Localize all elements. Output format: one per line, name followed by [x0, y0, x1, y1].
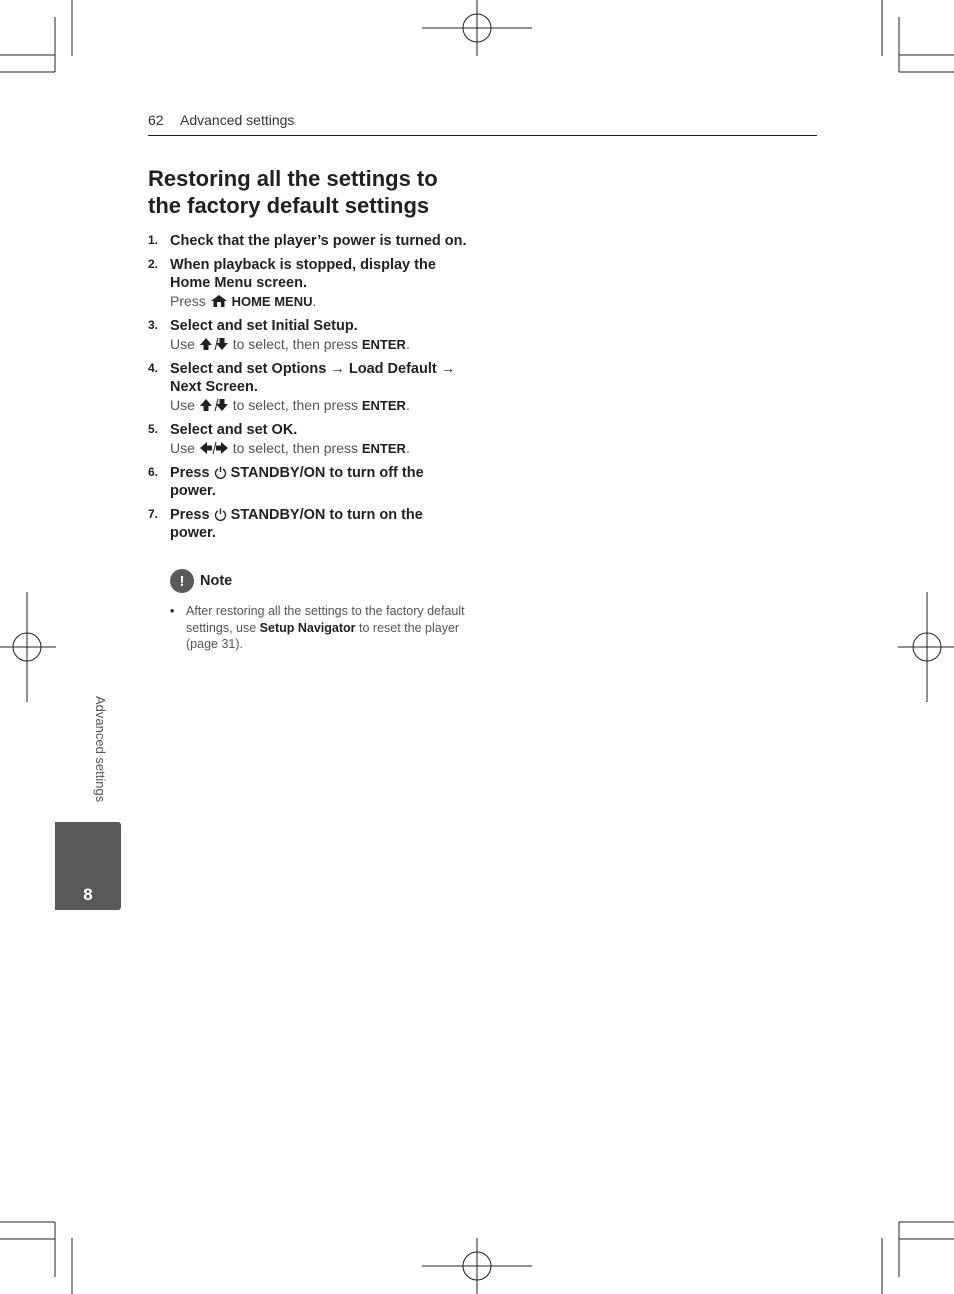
- note-text: After restoring all the settings to the factory default settings, use: [186, 604, 465, 635]
- step-title: When playback is stopped, display the Home Menu screen.: [170, 257, 436, 291]
- instruction-prefix: Use: [170, 440, 195, 456]
- step-title: [170, 464, 468, 500]
- standby-on-key: STANDBY/ON: [230, 507, 326, 523]
- step-1: [148, 232, 468, 250]
- step-6: [148, 464, 468, 500]
- step-title-rest: to turn on the power.: [170, 507, 423, 541]
- note-list: [170, 603, 470, 653]
- enter-key: ENTER: [361, 337, 406, 352]
- step-instruction: [170, 292, 468, 311]
- step-title: Select and set OK.: [170, 422, 298, 438]
- page-title: Restoring all the settings to the factory default settings: [148, 166, 438, 218]
- step-number: 4.: [148, 361, 159, 375]
- instruction-middle: to select, then press: [232, 336, 358, 352]
- step-2: [148, 256, 468, 311]
- arrow-icon: →: [330, 361, 345, 377]
- step-title-press: Press: [170, 465, 210, 481]
- header-section-title: Advanced settings: [180, 112, 295, 128]
- step-title-rest: to turn off the power.: [170, 465, 424, 499]
- enter-key: ENTER: [361, 398, 406, 413]
- chapter-number: 8: [83, 885, 93, 904]
- page-number: 62: [148, 112, 164, 128]
- enter-key: ENTER: [361, 441, 406, 456]
- instruction-suffix: .: [405, 440, 410, 456]
- note-box: [170, 569, 470, 653]
- step-number: 7.: [148, 507, 159, 521]
- step-number: 6.: [148, 465, 159, 479]
- step-7: [148, 506, 468, 542]
- step-title-part: Select and set Options: [170, 361, 327, 377]
- step-title-part: Next Screen.: [170, 379, 258, 395]
- home-icon: [210, 294, 228, 308]
- standby-on-key: STANDBY/ON: [230, 465, 326, 481]
- up-down-arrow-icons: [199, 398, 229, 412]
- instruction-prefix: Press: [170, 293, 206, 309]
- chapter-tab: [55, 822, 121, 910]
- step-title: Select and set Initial Setup.: [170, 318, 358, 334]
- step-title: [170, 360, 468, 396]
- setup-navigator-term: Setup Navigator: [259, 620, 356, 635]
- note-text: to reset the player (page 31).: [186, 620, 460, 651]
- bullet-icon: •: [170, 604, 175, 618]
- side-section-label: Advanced settings: [93, 696, 108, 803]
- instruction-middle: to select, then press: [232, 397, 358, 413]
- steps-list: [148, 232, 468, 548]
- step-3: [148, 317, 468, 354]
- arrow-icon: →: [440, 361, 456, 377]
- instruction-prefix: Use: [170, 336, 195, 352]
- step-number: 1.: [148, 233, 159, 247]
- up-down-arrow-icons: [199, 337, 229, 351]
- step-title: Check that the player’s power is turned on.: [170, 233, 467, 249]
- step-title-part: Load Default: [348, 361, 437, 377]
- step-5: [148, 421, 468, 458]
- step-number: 3.: [148, 318, 159, 332]
- step-number: 5.: [148, 422, 159, 436]
- step-title: [170, 506, 468, 542]
- page-header: [148, 112, 817, 136]
- note-header: [170, 569, 470, 593]
- note-title: Note: [200, 573, 233, 589]
- step-instruction: [170, 335, 468, 354]
- instruction-prefix: Use: [170, 397, 195, 413]
- instruction-suffix: .: [312, 293, 317, 309]
- note-item: [170, 603, 470, 653]
- left-right-arrow-icons: [199, 441, 229, 455]
- step-number: 2.: [148, 257, 159, 271]
- exclamation-icon: !: [170, 569, 194, 593]
- step-instruction: [170, 439, 468, 458]
- step-title-press: Press: [170, 507, 210, 523]
- step-4: [148, 360, 468, 415]
- instruction-suffix: .: [405, 336, 410, 352]
- step-instruction: [170, 396, 468, 415]
- instruction-middle: to select, then press: [232, 440, 358, 456]
- power-icon: [214, 508, 227, 521]
- home-menu-key: HOME MENU: [231, 294, 313, 309]
- power-icon: [214, 466, 227, 479]
- instruction-suffix: .: [405, 397, 410, 413]
